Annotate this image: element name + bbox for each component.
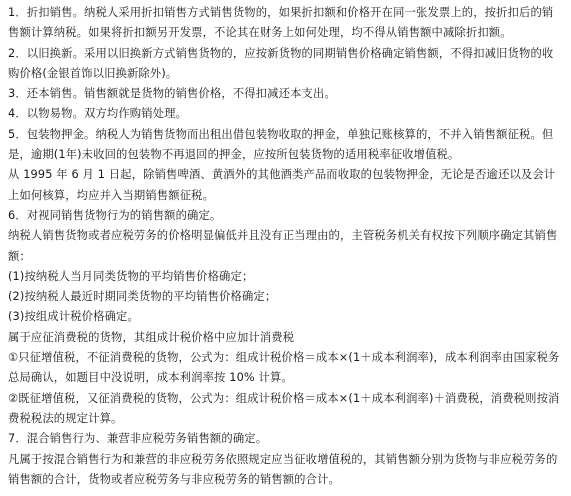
paragraph-formula-vat-and-consumption: ②既征增值税，又征消费税的货物，公式为：组成计税价格＝成本×(1＋成本利润率)＋消费税，消费税则按消费税税法的规定计算。	[8, 391, 560, 425]
paragraph-barter: 4．以物易物。双方均作购销处理。	[8, 107, 188, 121]
paragraph-consumption-tax-note: 属于应征消费税的货物，其组成计税价格中应加计消费税	[8, 330, 295, 344]
paragraph-deemed-sales-heading: 6．对视同销售货物行为的销售额的确定。	[8, 208, 222, 222]
paragraph-trade-in: 2．以旧换新。采用以旧换新方式销售货物的，应按新货物的同期销售价格确定销售额，不得扣减旧货物的收购价格(金银首饰以旧换新除外)。	[8, 46, 554, 80]
paragraph-order-2: (2)按纳税人最近时期同类货物的平均销售价格确定；	[8, 290, 277, 304]
paragraph-packaging-deposit: 5．包装物押金。纳税人为销售货物而出租出借包装物收取的押金，单独记账核算的，不并入销售额征税。但是，逾期(1年)未收回的包装物不再退回的押金，应按所包装货物的适用税率征收增值税。	[8, 127, 554, 162]
paragraph-formula-vat-only: ①只征增值税，不征消费税的货物，公式为：组成计税价格＝成本×(1＋成本利润率)，成本利润率由国家税务总局确认，如题目中没说明，成本利润率按 10% 计算。	[8, 351, 560, 385]
paragraph-deposit-1995: 从 1995 年 6 月 1 日起，除销售啤酒、黄酒外的其他酒类产品而收取的包装物押金，无论是否逾还以及会计上如何核算，均应并入当期销售额征税。	[8, 168, 556, 202]
paragraph-discount-sales: 1．折扣销售。纳税人采用折扣销售方式销售货物的，如果折扣额和价格开在同一张发票上的，按折扣后的销售额计算纳税。如果将折扣额另开发票，不论其在财务上如何处理，均不得从销售额中减除折扣额。	[8, 6, 554, 40]
paragraph-mixed-sales-rule: 凡属于按混合销售行为和兼营的非应税劳务依照规定应当征收增值税的，其销售额分别为货物与非应税劳务的销售额的合计，货物或者应税劳务与非应税劳务的销售额的合计。	[8, 452, 558, 486]
paragraph-repayment-sales: 3．还本销售。销售额就是货物的销售价格，不得扣减还本支出。	[8, 87, 336, 101]
paragraph-low-price-rule: 纳税人销售货物或者应税劳务的价格明显偏低并且没有正当理由的，主管税务机关有权按下列顺序确定其销售额：	[8, 229, 558, 263]
paragraph-order-1: (1)按纳税人当月同类货物的平均销售价格确定；	[8, 269, 254, 283]
paragraph-order-3: (3)按组成计税价格确定。	[8, 310, 139, 324]
paragraph-mixed-sales-heading: 7．混合销售行为、兼营非应税劳务销售额的确定。	[8, 432, 268, 446]
